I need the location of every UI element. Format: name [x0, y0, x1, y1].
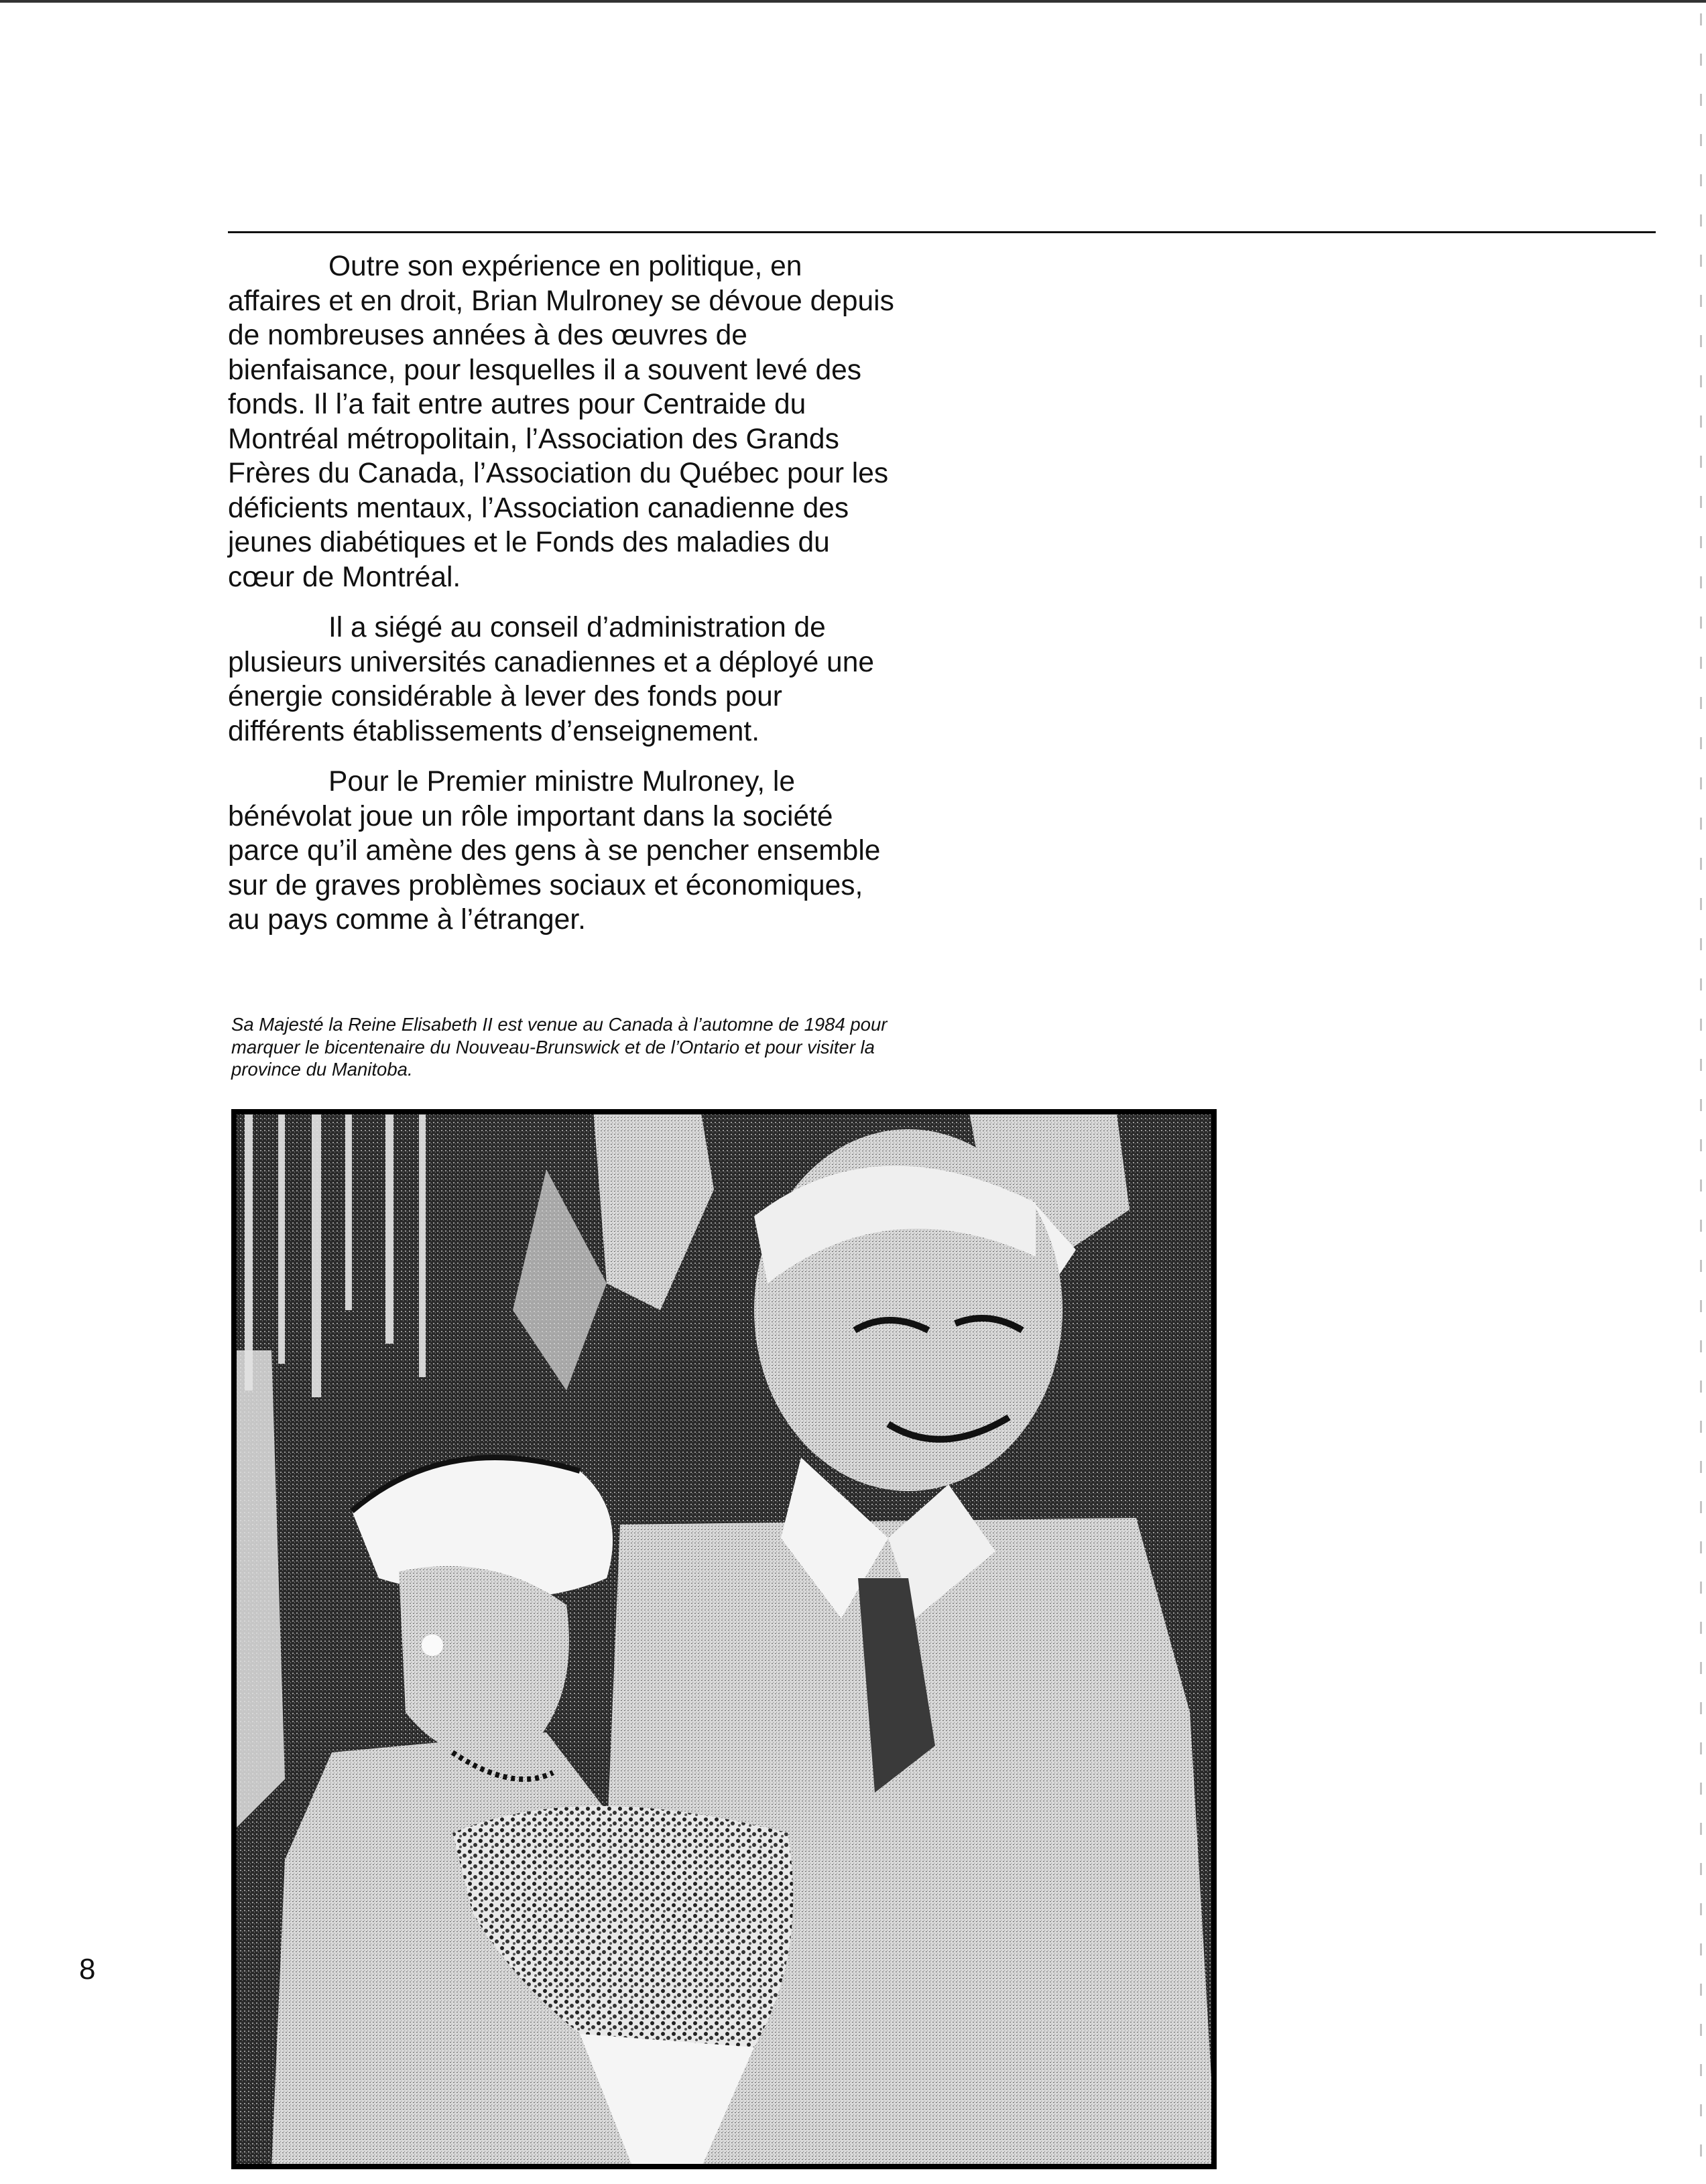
scan-edge-top: [0, 0, 1706, 3]
paragraph-volunteering: Pour le Premier ministre Mulroney, le bénévolat joue un rôle important dans la société parce qu’il amène des gens à se pencher ensemble sur de graves problèmes sociaux et économiques, au pays comme à l’étranger.: [228, 766, 881, 936]
photo-queen-and-prime-minister: [231, 1109, 1217, 2169]
header-rule: [228, 231, 1656, 233]
paragraph-charity: Outre son expérience en politique, en affaires et en droit, Brian Mulroney se dévoue depuis de nombreuses années à des œuvres de bienfaisance, pour lesquelles il a souvent levé des fonds. Il l’a fait entre autres pour Centraide du Montréal métropolitain, l’Association des Grands Frères du Canada, l’Association du Québec pour les déficients mentaux, l’Association canadienne des jeunes diabétiques et le Fonds des maladies du cœur de Montréal.: [228, 251, 894, 593]
scan-edge-right: [1700, 13, 1702, 2158]
page-number: 8: [79, 1953, 96, 1986]
body-text: [228, 249, 898, 954]
paragraph-universities: Il a siégé au conseil d’administration de plusieurs universités canadiennes et a déployé une énergie considérable à lever des fonds pour différents établissements d’enseignement.: [228, 612, 874, 747]
photo-caption: Sa Majesté la Reine Elisabeth II est venue au Canada à l’automne de 1984 pour marquer le bicentenaire du Nouveau-Brunswick et de l’Ontario et pour visiter la province du Manitoba.: [231, 1014, 888, 1080]
photo-illustration: [231, 1109, 1217, 2169]
